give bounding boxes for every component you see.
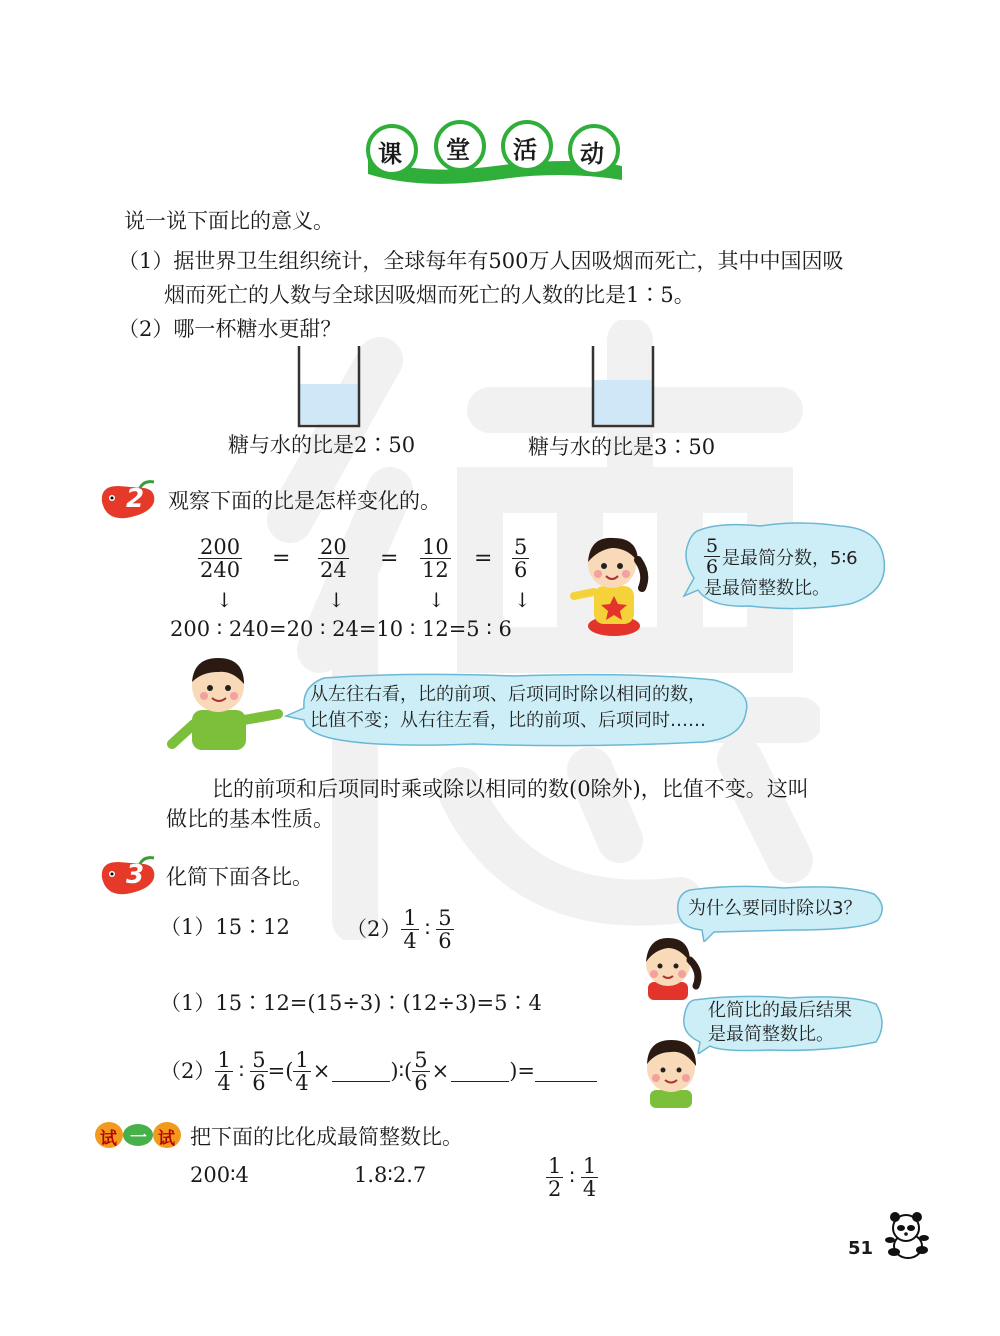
section-2-number: 2 [126,484,145,514]
section-2-marker [96,480,160,522]
girl-character-illustration-2 [630,932,706,1000]
fraction-20-24: $\frac{20}{24}$ [320,535,347,582]
intro-text: 说一说下面比的意义。 [124,209,334,233]
try-char-2: 一 [130,1128,147,1148]
header-char-4: 动 [580,140,604,168]
try-fraction-1-2: $\frac{1}{2}$ [548,1153,562,1201]
sol2-equals-open: =( [267,1059,294,1083]
sol2-times-1: × [312,1059,331,1083]
section-header-banner [360,118,630,188]
sol2-colon: ∶ [238,1059,245,1083]
boy-bubble-line2: 比值不变；从右往左看，比的前项、后项同时…… [310,710,706,731]
try-char-1: 试 [100,1129,117,1149]
answer-blank-1[interactable] [332,1061,390,1082]
sol2-times-2: × [431,1059,450,1083]
try-fraction-1-4: $\frac{1}{4}$ [582,1153,597,1201]
question-speech-bubble [674,884,888,942]
section-2-title: 观察下面的比是怎样变化的。 [168,489,441,513]
cup-caption-2: 糖与水的比是3∶50 [528,435,716,459]
section-3-number: 3 [126,860,145,890]
boy-character-illustration-2 [636,1036,706,1108]
try-it-title: 把下面的比化成最简整数比。 [190,1125,463,1149]
sol2-fraction-5-6: $\frac{5}{6}$ [252,1047,266,1095]
boy-speech-bubble [284,672,754,748]
ratio-equation-line: 200 ∶ 240=20 ∶ 24=10 ∶ 12=5 ∶ 6 [170,617,512,641]
result-speech-bubble [680,994,888,1054]
girl-speech-bubble [680,520,890,612]
try-item-3 [546,1152,598,1202]
boy-character-illustration [166,654,284,754]
solution-2-label: （2） [160,1059,216,1083]
down-arrow-1: ↓ [216,588,233,612]
item2-question: （2）哪一杯糖水更甜？ [118,317,342,341]
boy-bubble-line1: 从左往右看，比的前项、后项同时除以相同的数， [310,684,706,705]
try-item-1: 200∶4 [190,1163,249,1187]
try-char-3: 试 [158,1129,175,1149]
sol2-middle: )∶( [390,1059,413,1083]
equals-sign-1: = [272,546,291,571]
page-number: 51 [848,1238,874,1259]
result-bubble-line1: 化简比的最后结果 [708,1000,852,1021]
result-bubble-line2: 是最简整数比。 [708,1024,834,1045]
cup-illustration-1 [296,344,362,428]
equals-sign-3: = [474,546,493,571]
try-it-badge [94,1120,182,1150]
answer-blank-3[interactable] [535,1061,597,1082]
solution-1: （1）15∶12=(15÷3)∶(12÷3)=5∶4 [160,991,542,1015]
section-3-question-2 [346,904,454,954]
section-3-marker [96,856,160,898]
header-char-3: 活 [513,136,537,164]
girl-bubble-line2: 是最简整数比。 [704,578,830,599]
solution-2 [160,1046,597,1096]
q2-colon: ∶ [424,917,431,941]
sol2-fraction-1-4: $\frac{1}{4}$ [217,1047,231,1095]
item1-line1: （1）据世界卫生组织统计，全球每年有500万人因吸烟而死亡，其中中国因吸 [118,249,844,273]
section-3-question-1: （1）15∶12 [160,915,290,939]
fraction-200-240: $\frac{200}{240}$ [200,535,241,582]
girl-bubble-line1: 是最简分数，5∶6 [722,548,858,569]
try-colon: ∶ [569,1165,575,1189]
fraction-10-12: $\frac{10}{12}$ [422,535,449,582]
down-arrow-4: ↓ [514,588,531,612]
equals-sign-2: = [380,546,399,571]
item1-line2: 烟而死亡的人数与全球因吸烟而死亡的人数的比是1∶5。 [164,283,695,307]
try-item-2: 1.8∶2.7 [354,1163,427,1187]
sol2-end: )= [509,1059,536,1083]
panda-icon [882,1210,930,1260]
fraction-5-6: $\frac{5}{6}$ [514,535,528,582]
sol2-fraction-5-6-b: $\frac{5}{6}$ [414,1047,428,1095]
down-arrow-3: ↓ [428,588,445,612]
basic-property-line2: 做比的基本性质。 [166,807,334,831]
answer-blank-2[interactable] [451,1061,509,1082]
girl-character-illustration [566,530,658,638]
bubble-fraction-5-6: $\frac{5}{6}$ [706,535,719,578]
header-char-2: 堂 [446,136,470,164]
cup-caption-1: 糖与水的比是2∶50 [228,433,416,457]
cup-illustration-2 [590,344,656,428]
header-char-1: 课 [378,140,402,168]
question-bubble-text: 为什么要同时除以3？ [688,898,862,919]
section-3-title: 化简下面各比。 [166,865,313,889]
q2-label: （2） [346,917,402,941]
sol2-fraction-1-4-b: $\frac{1}{4}$ [295,1047,309,1095]
basic-property-line1: 比的前项和后项同时乘或除以相同的数(0除外)，比值不变。这叫 [212,777,809,801]
down-arrow-2: ↓ [328,588,345,612]
q2-fraction-1-4: $\frac{1}{4}$ [403,905,417,953]
q2-fraction-5-6: $\frac{5}{6}$ [438,905,452,953]
